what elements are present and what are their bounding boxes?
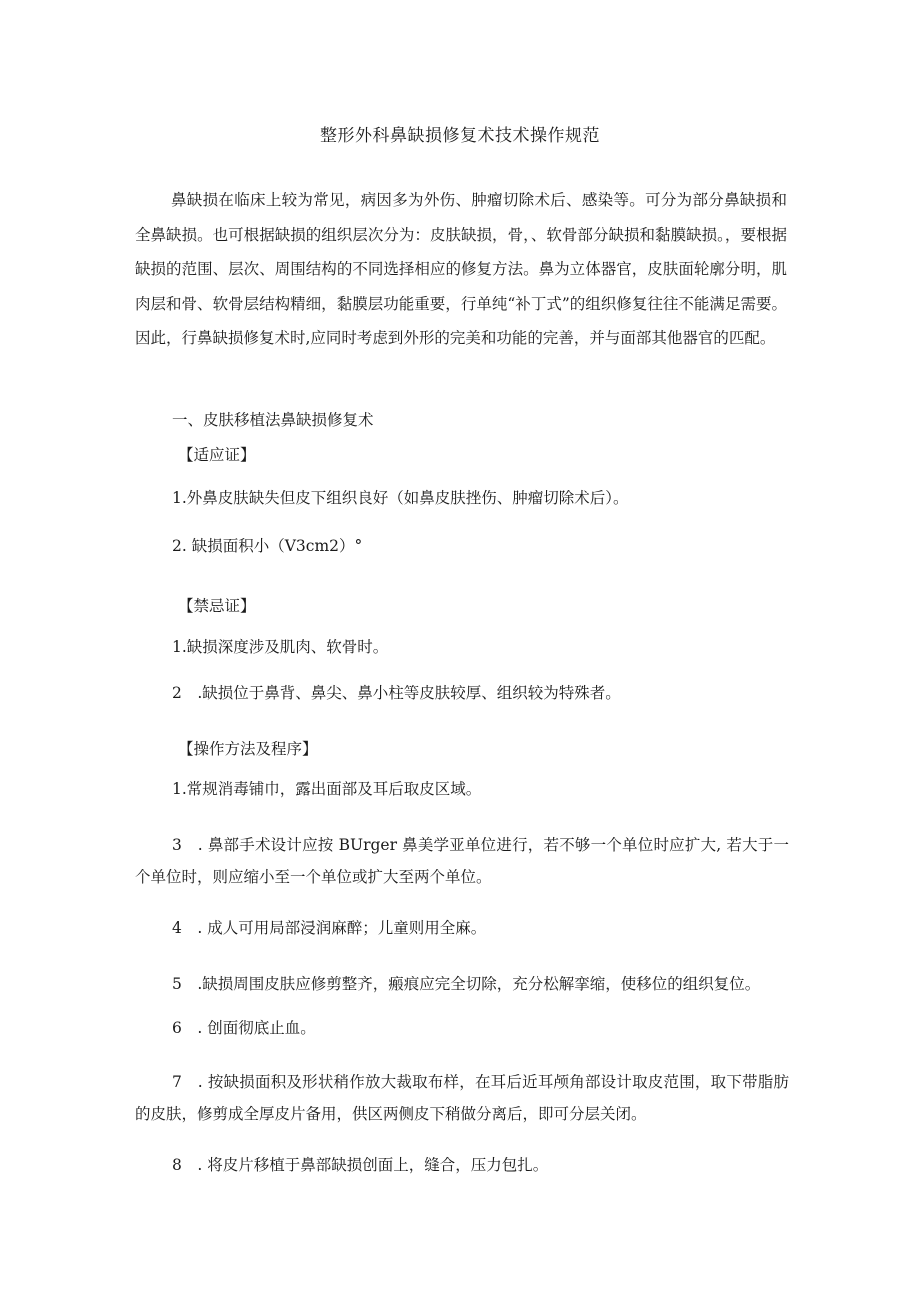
procedure-item: 5 .缺损周围皮肤应修剪整齐，瘢痕应完全切除，充分松解挛缩，使移位的组织复位。: [172, 975, 761, 993]
procedure-heading: 【操作方法及程序】: [178, 740, 318, 758]
contraindications-heading: 【禁忌证】: [178, 597, 256, 615]
procedure-item: 8 . 将皮片移植于鼻部缺损创面上，缝合，压力包扎。: [172, 1156, 549, 1174]
indication-item: 1.外鼻皮肤缺失但皮下组织良好（如鼻皮肤挫伤、肿瘤切除术后）。: [172, 489, 629, 507]
procedure-item: 3 . 鼻部手术设计应按 BUrger 鼻美学亚单位进行，若不够一个单位时应扩大, 若大于一个单位时，则应缩小至一个单位或扩大至两个单位。: [135, 836, 789, 886]
contraindication-item: 1.缺损深度涉及肌肉、软骨时。: [172, 638, 389, 656]
indication-item: 2. 缺损面积小（V3cm2）°: [172, 537, 363, 555]
procedure-item: 4 . 成人可用局部浸润麻醉；儿童则用全麻。: [172, 919, 487, 937]
procedure-item: 7 . 按缺损面积及形状稍作放大裁取布样，在耳后近耳颅角部设计取皮范围，取下带脂肪的皮肤，修剪成全厚皮片备用，供区两侧皮下稍做分离后，即可分层关闭。: [135, 1073, 789, 1123]
procedure-item: 6 . 创面彻底止血。: [172, 1019, 316, 1037]
indications-heading: 【适应证】: [178, 446, 256, 464]
section-heading: 一、皮肤移植法鼻缺损修复术: [172, 411, 374, 429]
procedure-item: 1.常规消毒铺巾，露出面部及耳后取皮区域。: [172, 780, 482, 798]
intro-paragraph: 鼻缺损在临床上较为常见，病因多为外伤、肿瘤切除术后、感染等。可分为部分鼻缺损和全鼻缺损。也可根据缺损的组织层次分为：皮肤缺损，骨，、软骨部分缺损和黏膜缺损。，要根据缺损的范围、层次、周围结构的不同选择相应的修复方法。鼻为立体器官，皮肤面轮廓分明，肌肉层和骨、软骨层结构精细，黏膜层功能重要，行单纯“补丁式”的组织修复往往不能满足需要。因此，行鼻缺损修复术时,应同时考虑到外形的完美和功能的完善，并与面部其他器官的匹配。: [135, 191, 787, 347]
document-title: 整形外科鼻缺损修复术技术操作规范: [320, 126, 600, 146]
contraindication-item: 2 .缺损位于鼻背、鼻尖、鼻小柱等皮肤较厚、组织较为特殊者。: [172, 684, 621, 702]
